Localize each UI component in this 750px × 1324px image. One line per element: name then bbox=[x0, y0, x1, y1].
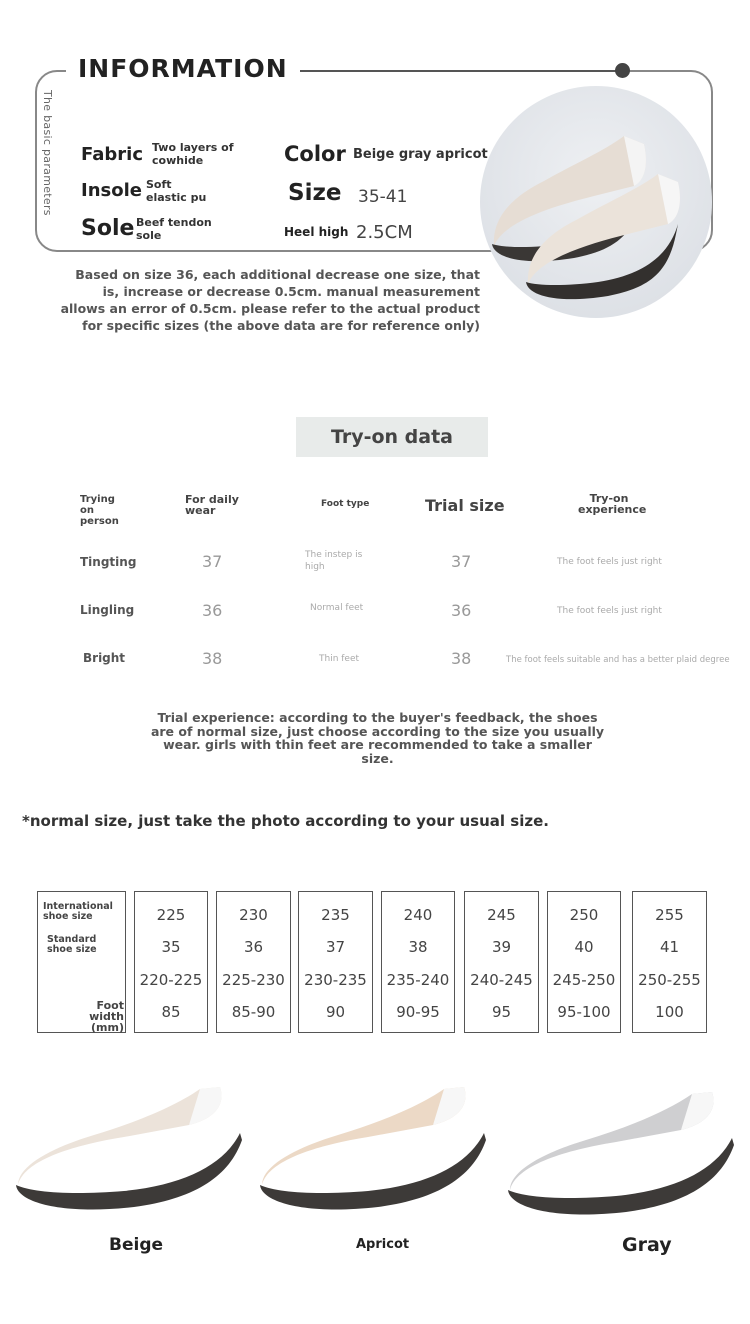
color-label-apricot: Apricot bbox=[356, 1237, 410, 1252]
size-table-label-column bbox=[37, 891, 126, 1033]
size-cell: 90-95 bbox=[396, 1003, 440, 1021]
size-cell: 250-255 bbox=[638, 971, 701, 989]
size-cell: 85-90 bbox=[231, 1003, 276, 1021]
tryon-foot: Thin feet bbox=[319, 654, 360, 664]
size-cell: 40 bbox=[574, 938, 594, 956]
beige-shoe-icon bbox=[14, 1085, 246, 1225]
size-cell: 35 bbox=[161, 938, 181, 956]
tryon-header-daily: For daily wear bbox=[185, 493, 239, 517]
color-label-beige: Beige bbox=[109, 1235, 164, 1255]
tryon-experience: The foot feels just right bbox=[557, 557, 662, 567]
size-column bbox=[547, 891, 621, 1033]
sole-key: Sole bbox=[81, 216, 135, 241]
heel-key: Heel high bbox=[284, 225, 349, 239]
color-label-gray: Gray bbox=[622, 1234, 672, 1256]
size-cell: 230 bbox=[239, 906, 268, 924]
size-cell: 95 bbox=[491, 1003, 512, 1021]
tryon-trial: 38 bbox=[451, 649, 472, 668]
row-label-international: International shoe size bbox=[43, 901, 113, 922]
shoe-pair-icon bbox=[480, 86, 712, 318]
size-cell: 85 bbox=[161, 1003, 181, 1021]
tryon-foot: The instep is high bbox=[305, 550, 363, 572]
size-column bbox=[216, 891, 291, 1033]
size-note: Based on size 36, each additional decrease one size, that is, increase or decrease 0.5cm. manual measurement allows an error of 0.5cm. please refer to the actual product for specific sizes (the above data are for reference only) bbox=[60, 267, 480, 333]
size-cell: 36 bbox=[243, 938, 264, 956]
size-cell: 245 bbox=[487, 906, 516, 924]
apricot-shoe-icon bbox=[258, 1085, 490, 1225]
tryon-foot: Normal feet bbox=[310, 603, 364, 613]
size-column bbox=[134, 891, 208, 1033]
info-title: INFORMATION bbox=[66, 54, 300, 83]
tryon-daily: 36 bbox=[202, 601, 223, 620]
tryon-header-foot: Foot type bbox=[321, 499, 370, 509]
tryon-daily: 37 bbox=[202, 552, 223, 571]
size-cell: 38 bbox=[408, 938, 428, 956]
size-value: 35-41 bbox=[358, 187, 408, 207]
size-cell: 240-245 bbox=[470, 971, 533, 989]
row-label-standard: Standard shoe size bbox=[47, 934, 97, 955]
size-cell: 225-230 bbox=[222, 971, 285, 989]
tryon-experience: The foot feels just right bbox=[557, 606, 662, 616]
insole-key: Insole bbox=[81, 180, 142, 201]
tryon-person: Bright bbox=[83, 651, 126, 665]
info-side-label: The basic parameters bbox=[41, 90, 54, 216]
size-cell: 90 bbox=[325, 1003, 346, 1021]
fabric-value: Two layers of cowhide bbox=[152, 141, 234, 167]
info-divider-line bbox=[285, 70, 623, 72]
tryon-header-experience: Try-on experience bbox=[578, 492, 647, 516]
tryon-daily: 38 bbox=[202, 649, 223, 668]
size-cell: 245-250 bbox=[552, 971, 616, 989]
size-cell: 100 bbox=[655, 1003, 684, 1021]
size-column bbox=[632, 891, 707, 1033]
color-key: Color bbox=[284, 142, 346, 166]
tryon-header-trial: Trial size bbox=[425, 496, 505, 515]
size-cell: 235 bbox=[321, 906, 350, 924]
sole-value: Beef tendon sole bbox=[136, 216, 212, 242]
product-photo-circle bbox=[480, 86, 712, 318]
size-column bbox=[464, 891, 539, 1033]
tryon-header-person: Trying on person bbox=[80, 494, 119, 527]
size-cell: 255 bbox=[655, 906, 684, 924]
size-cell: 39 bbox=[491, 938, 512, 956]
size-cell: 235-240 bbox=[386, 971, 450, 989]
size-column bbox=[381, 891, 455, 1033]
tryon-experience: The foot feels suitable and has a better plaid degree bbox=[506, 655, 730, 665]
size-cell: 225 bbox=[156, 906, 186, 924]
size-column bbox=[298, 891, 373, 1033]
tryon-trial: 37 bbox=[451, 552, 472, 571]
row-label-foot-width: Foot width (mm) bbox=[89, 999, 124, 1034]
size-cell: 220-225 bbox=[139, 971, 203, 989]
size-cell: 240 bbox=[403, 906, 433, 924]
tryon-title: Try-on data bbox=[296, 417, 488, 457]
insole-value: Soft elastic pu bbox=[146, 178, 207, 204]
size-cell: 41 bbox=[659, 938, 680, 956]
trial-note: Trial experience: according to the buyer's feedback, the shoes are of normal size, just choose according to the size you usually wear. girls with thin feet are recommended to take a smaller size. bbox=[150, 710, 605, 766]
normal-size-note: *normal size, just take the photo according to your usual size. bbox=[22, 812, 549, 830]
size-cell: 37 bbox=[325, 938, 346, 956]
tryon-person: Lingling bbox=[80, 603, 135, 617]
size-cell: 230-235 bbox=[304, 971, 367, 989]
info-dot-icon bbox=[615, 63, 630, 78]
color-value: Beige gray apricot bbox=[353, 147, 488, 162]
size-cell: 250 bbox=[569, 906, 599, 924]
heel-value: 2.5CM bbox=[356, 222, 413, 243]
fabric-key: Fabric bbox=[81, 144, 143, 165]
gray-shoe-icon bbox=[506, 1090, 738, 1230]
size-key: Size bbox=[288, 180, 342, 206]
tryon-trial: 36 bbox=[451, 601, 472, 620]
size-cell: 95-100 bbox=[557, 1003, 611, 1021]
tryon-person: Tingting bbox=[80, 555, 137, 569]
